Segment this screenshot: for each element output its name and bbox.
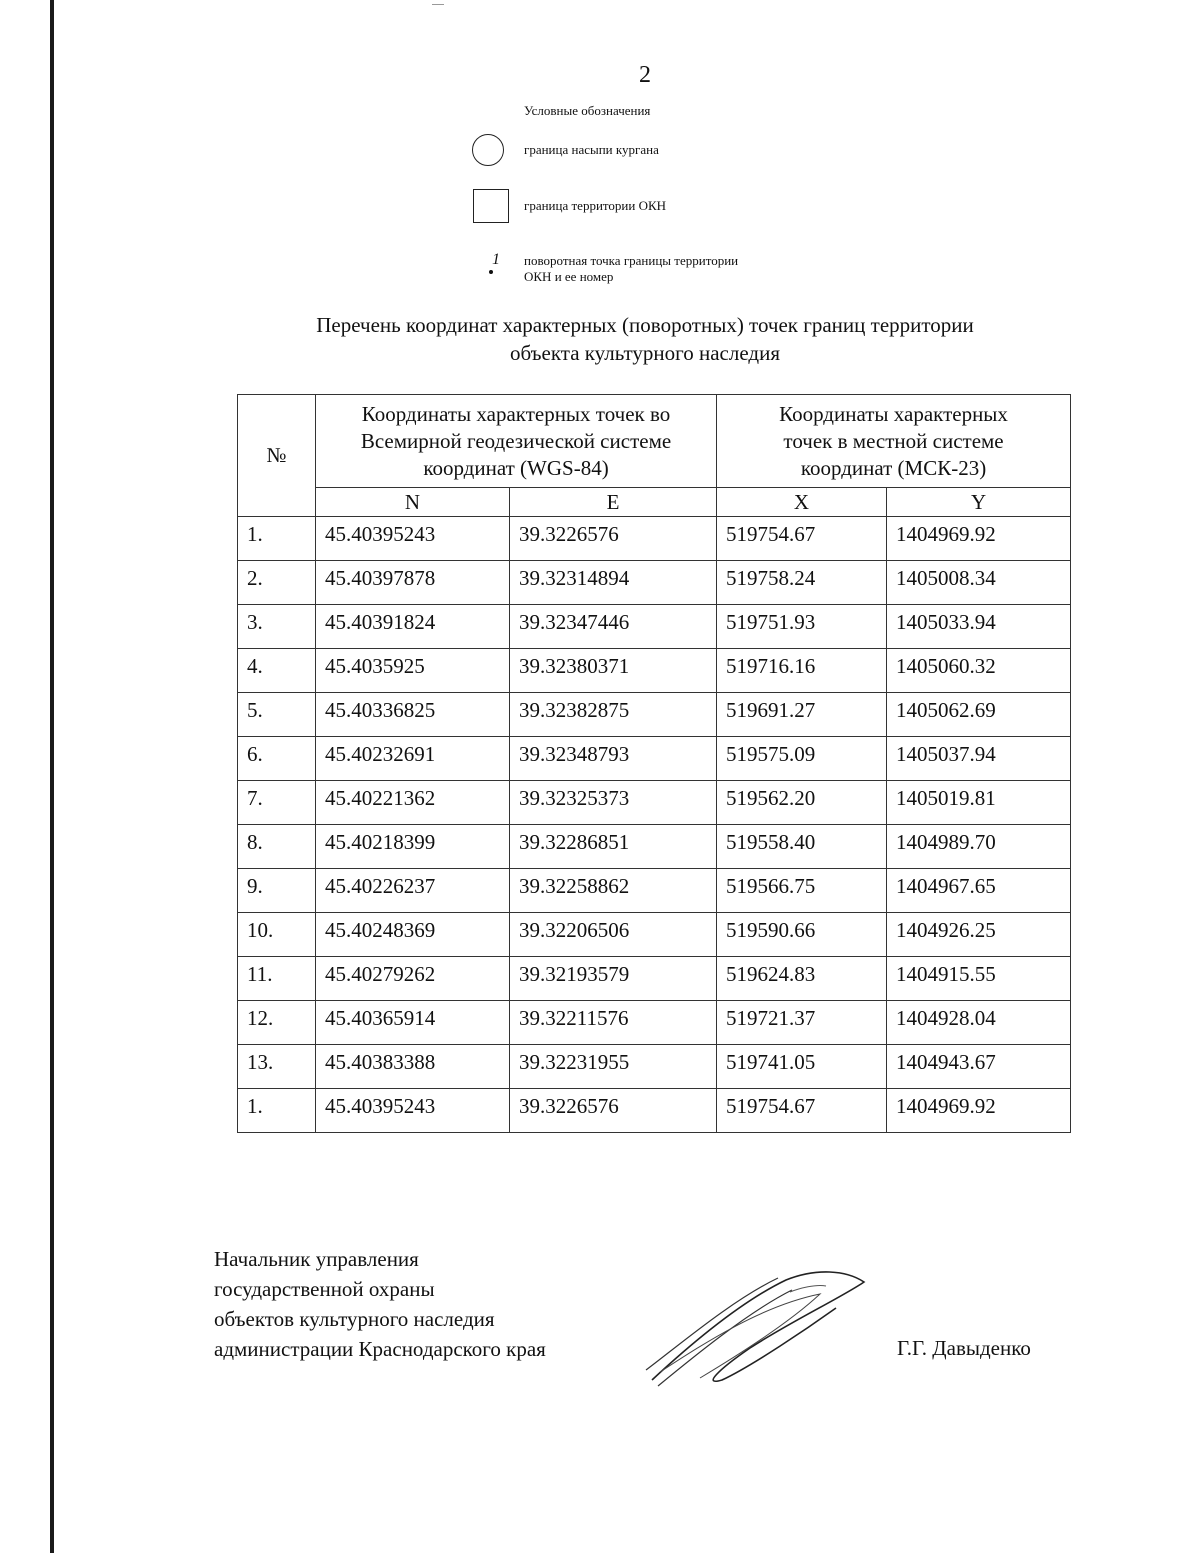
legend-item-mound-boundary: граница насыпи кургана — [524, 142, 659, 157]
subheader-e: E — [510, 488, 717, 517]
header-wgs84-line2: Всемирной геодезической системе — [360, 428, 672, 453]
header-wgs84-line1: Координаты характерных точек во — [361, 401, 671, 426]
cell-e: 39.3226576 — [510, 517, 717, 561]
cell-n: 45.40232691 — [316, 737, 510, 781]
cell-e: 39.3226576 — [510, 1089, 717, 1133]
cell-x: 519624.83 — [717, 957, 887, 1001]
signer-position-line3: объектов культурного наследия — [214, 1307, 495, 1331]
legend-title: Условные обозначения — [524, 103, 651, 118]
cell-number: 8. — [238, 825, 316, 869]
cell-y: 1404928.04 — [887, 1001, 1071, 1045]
table-title-line1: Перечень координат характерных (поворотных) точек границ территории — [316, 313, 974, 337]
page-left-border — [50, 0, 54, 1553]
cell-number: 5. — [238, 693, 316, 737]
cell-number: 3. — [238, 605, 316, 649]
cell-n: 45.40383388 — [316, 1045, 510, 1089]
scan-mark — [432, 4, 444, 5]
table-row — [238, 869, 1071, 913]
table-row — [238, 737, 1071, 781]
coordinates-table — [237, 394, 1071, 1133]
cell-n: 45.40248369 — [316, 913, 510, 957]
cell-e: 39.32347446 — [510, 605, 717, 649]
square-icon — [473, 189, 509, 223]
turning-point-dot-icon — [489, 270, 493, 274]
cell-number: 12. — [238, 1001, 316, 1045]
cell-y: 1404969.92 — [887, 517, 1071, 561]
header-number: № — [238, 395, 316, 517]
subheader-y: Y — [887, 488, 1071, 517]
cell-x: 519562.20 — [717, 781, 887, 825]
subheader-x: X — [717, 488, 887, 517]
cell-e: 39.32325373 — [510, 781, 717, 825]
cell-y: 1405033.94 — [887, 605, 1071, 649]
cell-y: 1405019.81 — [887, 781, 1071, 825]
cell-y: 1404915.55 — [887, 957, 1071, 1001]
cell-number: 13. — [238, 1045, 316, 1089]
cell-e: 39.32193579 — [510, 957, 717, 1001]
signer-position-line4: администрации Краснодарского края — [214, 1337, 546, 1361]
cell-number: 6. — [238, 737, 316, 781]
turning-point-number-icon: 1 — [492, 251, 500, 268]
cell-n: 45.40279262 — [316, 957, 510, 1001]
signer-position-line2: государственной охраны — [214, 1277, 435, 1301]
table-title — [200, 311, 1090, 367]
signer-position-line1: Начальник управления — [214, 1247, 419, 1271]
cell-number: 1. — [238, 517, 316, 561]
cell-e: 39.32380371 — [510, 649, 717, 693]
legend-item-territory-boundary: граница территории ОКН — [524, 198, 667, 213]
cell-e: 39.32314894 — [510, 561, 717, 605]
table-row — [238, 1001, 1071, 1045]
table-row — [238, 1089, 1071, 1133]
cell-number: 1. — [238, 1089, 316, 1133]
table-row — [238, 913, 1071, 957]
cell-y: 1404969.92 — [887, 1089, 1071, 1133]
table-row — [238, 649, 1071, 693]
cell-y: 1404989.70 — [887, 825, 1071, 869]
cell-y: 1405008.34 — [887, 561, 1071, 605]
cell-e: 39.32206506 — [510, 913, 717, 957]
table-row — [238, 957, 1071, 1001]
cell-n: 45.40395243 — [316, 517, 510, 561]
cell-n: 45.40336825 — [316, 693, 510, 737]
cell-x: 519716.16 — [717, 649, 887, 693]
cell-y: 1405037.94 — [887, 737, 1071, 781]
cell-e: 39.32382875 — [510, 693, 717, 737]
cell-number: 11. — [238, 957, 316, 1001]
table-row — [238, 561, 1071, 605]
cell-n: 45.40365914 — [316, 1001, 510, 1045]
cell-e: 39.32348793 — [510, 737, 717, 781]
cell-y: 1405062.69 — [887, 693, 1071, 737]
table-row — [238, 825, 1071, 869]
cell-x: 519754.67 — [717, 1089, 887, 1133]
cell-e: 39.32231955 — [510, 1045, 717, 1089]
cell-number: 7. — [238, 781, 316, 825]
legend-item-turning-point — [524, 253, 738, 285]
header-msk23-line2: точек в местной системе — [783, 428, 1004, 453]
signer-position — [214, 1244, 546, 1364]
cell-x: 519751.93 — [717, 605, 887, 649]
cell-number: 9. — [238, 869, 316, 913]
page-number: 2 — [639, 62, 651, 88]
table-row — [238, 605, 1071, 649]
signer-name: Г.Г. Давыденко — [897, 1336, 1031, 1360]
cell-e: 39.32286851 — [510, 825, 717, 869]
table-title-line2: объекта культурного наследия — [510, 341, 780, 365]
cell-number: 10. — [238, 913, 316, 957]
header-wgs84 — [316, 395, 717, 488]
cell-x: 519575.09 — [717, 737, 887, 781]
table-row — [238, 781, 1071, 825]
cell-y: 1404943.67 — [887, 1045, 1071, 1089]
cell-n: 45.40226237 — [316, 869, 510, 913]
cell-x: 519691.27 — [717, 693, 887, 737]
cell-x: 519758.24 — [717, 561, 887, 605]
cell-y: 1405060.32 — [887, 649, 1071, 693]
legend-item-turning-point-line1: поворотная точка границы территории — [524, 253, 739, 268]
cell-x: 519754.67 — [717, 517, 887, 561]
cell-n: 45.4035925 — [316, 649, 510, 693]
cell-x: 519558.40 — [717, 825, 887, 869]
handwritten-signature — [640, 1262, 880, 1392]
header-msk23-line1: Координаты характерных — [779, 401, 1008, 426]
cell-y: 1404926.25 — [887, 913, 1071, 957]
cell-number: 4. — [238, 649, 316, 693]
header-wgs84-line3: координат (WGS-84) — [423, 455, 609, 480]
header-msk23-line3: координат (МСК-23) — [800, 455, 987, 480]
cell-number: 2. — [238, 561, 316, 605]
cell-e: 39.32211576 — [510, 1001, 717, 1045]
cell-x: 519566.75 — [717, 869, 887, 913]
cell-n: 45.40391824 — [316, 605, 510, 649]
table-row — [238, 517, 1071, 561]
cell-x: 519590.66 — [717, 913, 887, 957]
table-row — [238, 1045, 1071, 1089]
cell-n: 45.40221362 — [316, 781, 510, 825]
table-row — [238, 693, 1071, 737]
cell-x: 519741.05 — [717, 1045, 887, 1089]
legend-item-turning-point-line2: ОКН и ее номер — [524, 269, 614, 284]
cell-n: 45.40395243 — [316, 1089, 510, 1133]
subheader-n: N — [316, 488, 510, 517]
header-msk23 — [717, 395, 1071, 488]
circle-icon — [472, 134, 504, 166]
cell-y: 1404967.65 — [887, 869, 1071, 913]
cell-n: 45.40218399 — [316, 825, 510, 869]
cell-e: 39.32258862 — [510, 869, 717, 913]
cell-n: 45.40397878 — [316, 561, 510, 605]
cell-x: 519721.37 — [717, 1001, 887, 1045]
